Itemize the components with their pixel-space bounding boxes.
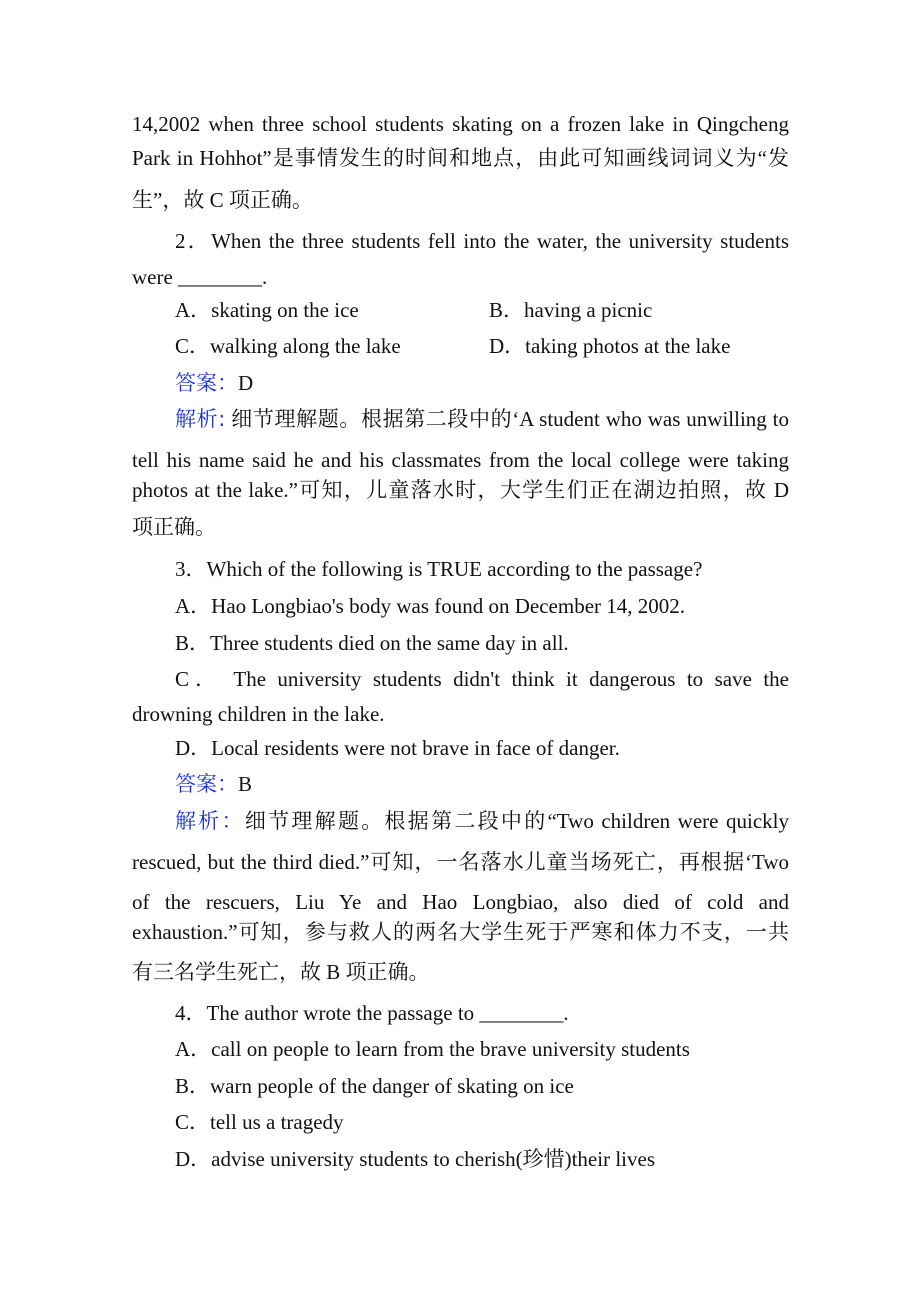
q2-option-d: D．taking photos at the lake <box>489 334 731 358</box>
q2-analysis-line-4: 项正确。 <box>132 515 216 539</box>
q2-option-b: B．having a picnic <box>489 298 653 322</box>
q4-option-d: D．advise university students to cherish(珍惜)their lives <box>175 1147 655 1171</box>
q3-option-c-line-1: C． The university students didn't think it dangerous to save the <box>175 667 789 691</box>
q1-analysis-line-2: Park in Hohhot”是事情发生的时间和地点，由此可知画线词词义为“发 <box>132 146 789 170</box>
q3-analysis-line-1 <box>175 811 789 832</box>
q2-answer <box>175 373 253 394</box>
q3-option-d: D．Local residents were not brave in face of danger. <box>175 736 620 760</box>
q2-analysis-label: 解析: <box>175 407 226 431</box>
q4-option-c: C．tell us a tragedy <box>175 1110 344 1134</box>
q1-analysis-line-1: 14,2002 when three school students skating on a frozen lake in Qingcheng <box>132 112 789 136</box>
q3-stem: 3．Which of the following is TRUE according to the passage? <box>175 557 703 581</box>
q3-analysis-line-5: 有三名学生死亡，故 B 项正确。 <box>132 960 430 984</box>
q3-option-b: B．Three students died on the same day in all. <box>175 631 569 655</box>
q1-analysis-line-3: 生”，故 C 项正确。 <box>132 188 313 212</box>
q2-option-a: A．skating on the ice <box>175 298 359 322</box>
q4-stem: 4．The author wrote the passage to ________. <box>175 1001 569 1025</box>
q3-answer-value: B <box>238 772 253 796</box>
q4-option-a: A．call on people to learn from the brave university students <box>175 1037 690 1061</box>
q4-option-b: B．warn people of the danger of skating on ice <box>175 1074 574 1098</box>
q2-analysis-line-1 <box>175 409 789 430</box>
q3-analysis-line-3: of the rescuers, Liu Ye and Hao Longbiao, also died of cold and <box>132 890 789 914</box>
q3-analysis-line-2: rescued, but the third died.”可知，一名落水儿童当场死亡，再根据‘Two <box>132 850 789 874</box>
q2-answer-value: D <box>238 371 254 395</box>
q3-option-a: A．Hao Longbiao's body was found on December 14, 2002. <box>175 594 686 618</box>
q2-option-c: C．walking along the lake <box>175 334 401 358</box>
q3-analysis-label: 解析： <box>175 809 245 833</box>
q2-analysis-line-3: photos at the lake.”可知，儿童落水时，大学生们正在湖边拍照，故 D <box>132 478 789 502</box>
q2-stem-line-2: were ________. <box>132 265 268 289</box>
q3-option-c-line-2: drowning children in the lake. <box>132 702 385 726</box>
q3-analysis-line-4: exhaustion.”可知，参与救人的两名大学生死于严寒和体力不支，一共 <box>132 920 789 944</box>
q3-analysis-text: 细节理解题。根据第二段中的“Two children were quickly <box>244 809 789 833</box>
q2-answer-label: 答案： <box>175 371 238 395</box>
q2-analysis-text: 细节理解题。根据第二段中的‘A student who was unwilling to <box>225 407 789 431</box>
q2-stem-line-1: 2．When the three students fell into the water, the university students <box>175 229 789 253</box>
q2-analysis-line-2: tell his name said he and his classmates from the local college were taking <box>132 448 789 472</box>
q3-answer <box>175 774 252 795</box>
q3-answer-label: 答案： <box>175 772 238 796</box>
